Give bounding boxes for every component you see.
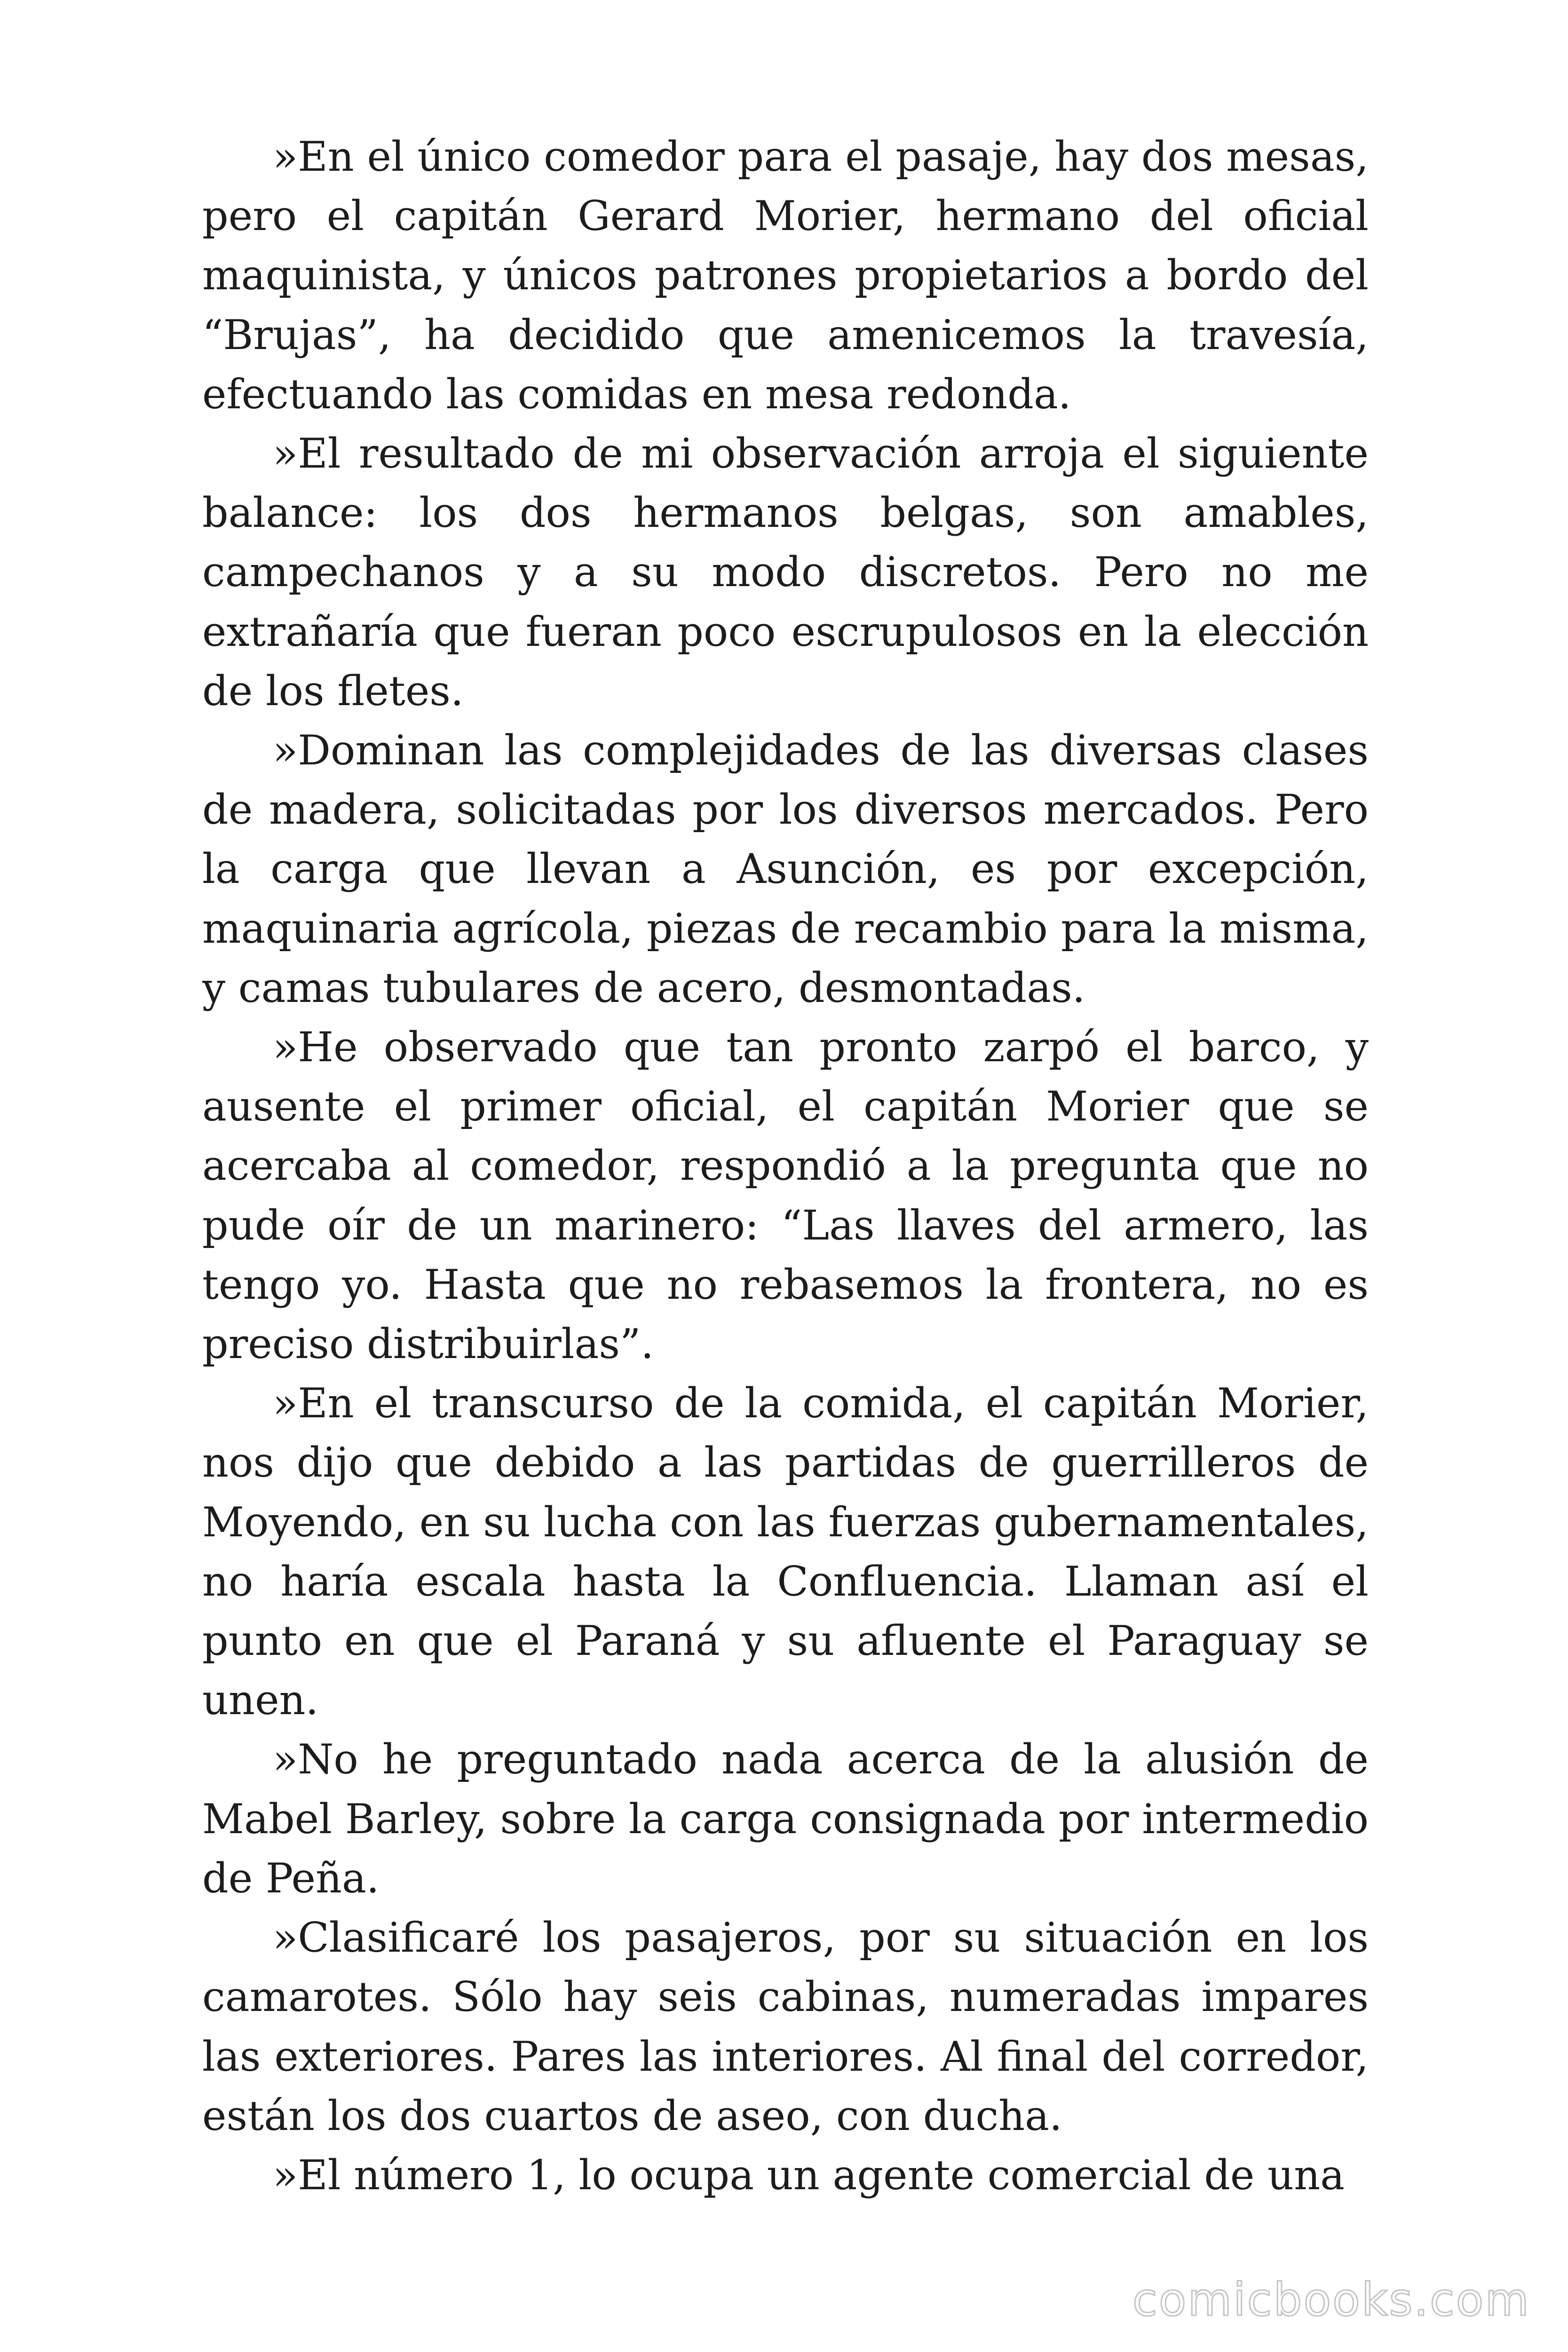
- paragraph-observacion: »El resultado de mi observación arroja el siguiente balance: los dos hermanos belgas, son amables, campechanos y a su modo discretos. Pero no me extrañaría que fueran poco escrupulosos en la elección de los fletes.: [202, 429, 1369, 715]
- paragraph-madera: »Dominan las complejidades de las diversas clases de madera, solicitadas por los diversos mercados. Pero la carga que llevan a Asunción, es por excepción, maquinaria agrícola, piezas de recambio para la misma, y camas tubulares de acero, desmontadas.: [202, 726, 1369, 1012]
- paragraph-numero-1: »El número 1, lo ocupa un agente comercial de una: [273, 2151, 1345, 2199]
- paragraph-comedor: »En el único comedor para el pasaje, hay dos mesas, pero el capitán Gerard Morier, hermano del oficial maquinista, y únicos patrones propietarios a bordo del “Brujas”, ha decidido que amenicemos la travesía, efectuando las comidas en mesa redonda.: [202, 133, 1369, 418]
- paragraph-mabel-barley: »No he preguntado nada acerca de la alusión de Mabel Barley, sobre la carga consignada por intermedio de Peña.: [202, 1735, 1369, 1902]
- paragraph-llaves-armero: »He observado que tan pronto zarpó el barco, y ausente el primer oficial, el capitán Morier que se acercaba al comedor, respondió a la pregunta que no pude oír de un marinero: “Las llaves del armero, las tengo yo. Hasta que no rebasemos la frontera, no es preciso distribuirlas”.: [202, 1023, 1369, 1368]
- paragraph-camarotes: »Clasificaré los pasajeros, por su situación en los camarotes. Sólo hay seis cabinas, numeradas impares las exteriores. Pares las interiores. Al final del corredor, están los dos cuartos de aseo, con ducha.: [202, 1914, 1369, 2140]
- page-text: [202, 127, 1369, 2225]
- paragraph-guerrilleros: »En el transcurso de la comida, el capitán Morier, nos dijo que debido a las partidas de guerrilleros de Moyendo, en su lucha con las fuerzas gubernamentales, no haría escala hasta la Confluencia. Llaman así el punto en que el Paraná y su afluente el Paraguay se unen.: [202, 1379, 1369, 1724]
- watermark-logo: comicbooks.com: [1132, 2273, 1530, 2326]
